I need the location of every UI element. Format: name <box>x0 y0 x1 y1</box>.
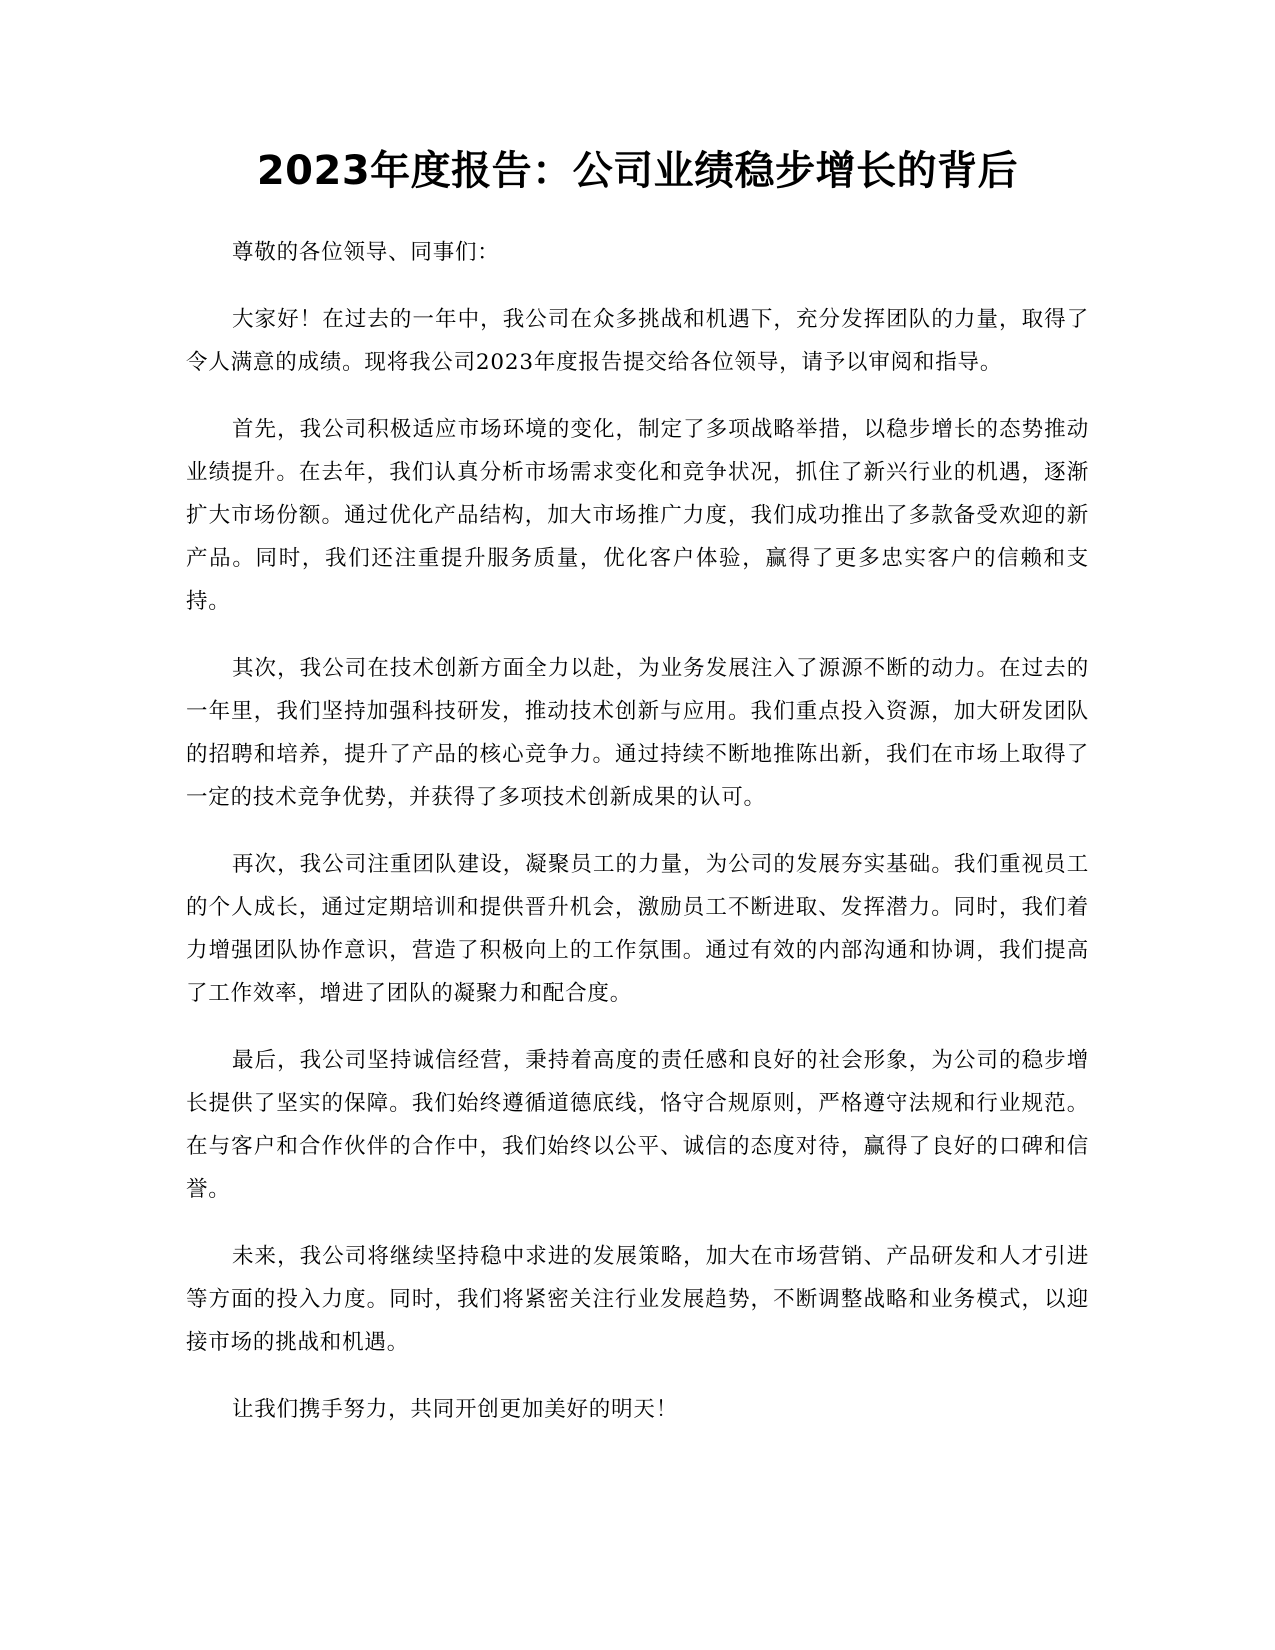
paragraph-second: 其次，我公司在技术创新方面全力以赴，为业务发展注入了源源不断的动力。在过去的一年里，我们坚持加强科技研发，推动技术创新与应用。我们重点投入资源，加大研发团队的招聘和培养，提升了产品的核心竞争力。通过持续不断地推陈出新，我们在市场上取得了一定的技术竞争优势，并获得了多项技术创新成果的认可。 <box>186 656 1089 810</box>
paragraph-first: 首先，我公司积极适应市场环境的变化，制定了多项战略举措，以稳步增长的态势推动业绩提升。在去年，我们认真分析市场需求变化和竞争状况，抓住了新兴行业的机遇，逐渐扩大市场份额。通过优化产品结构，加大市场推广力度，我们成功推出了多款备受欢迎的新产品。同时，我们还注重提升服务质量，优化客户体验，赢得了更多忠实客户的信赖和支持。 <box>186 417 1089 614</box>
paragraph-future: 未来，我公司将继续坚持稳中求进的发展策略，加大在市场营销、产品研发和人才引进等方面的投入力度。同时，我们将紧密关注行业发展趋势，不断调整战略和业务模式，以迎接市场的挑战和机遇。 <box>186 1244 1089 1355</box>
paragraph-intro: 大家好！在过去的一年中，我公司在众多挑战和机遇下，充分发挥团队的力量，取得了令人满意的成绩。现将我公司2023年度报告提交给各位领导，请予以审阅和指导。 <box>186 307 1089 375</box>
paragraph-closing: 让我们携手努力，共同开创更加美好的明天！ <box>232 1397 679 1422</box>
document-title: 2023年度报告：公司业绩稳步增长的背后 <box>256 148 1019 194</box>
paragraph-greeting: 尊敬的各位领导、同事们： <box>232 240 500 265</box>
document-page <box>186 145 1089 1455</box>
paragraph-third: 再次，我公司注重团队建设，凝聚员工的力量，为公司的发展夯实基础。我们重视员工的个人成长，通过定期培训和提供晋升机会，激励员工不断进取、发挥潜力。同时，我们着力增强团队协作意识，营造了积极向上的工作氛围。通过有效的内部沟通和协调，我们提高了工作效率，增进了团队的凝聚力和配合度。 <box>186 852 1089 1006</box>
paragraph-fourth: 最后，我公司坚持诚信经营，秉持着高度的责任感和良好的社会形象，为公司的稳步增长提供了坚实的保障。我们始终遵循道德底线，恪守合规原则，严格遵守法规和行业规范。在与客户和合作伙伴的合作中，我们始终以公平、诚信的态度对待，赢得了良好的口碑和信誉。 <box>186 1048 1089 1202</box>
